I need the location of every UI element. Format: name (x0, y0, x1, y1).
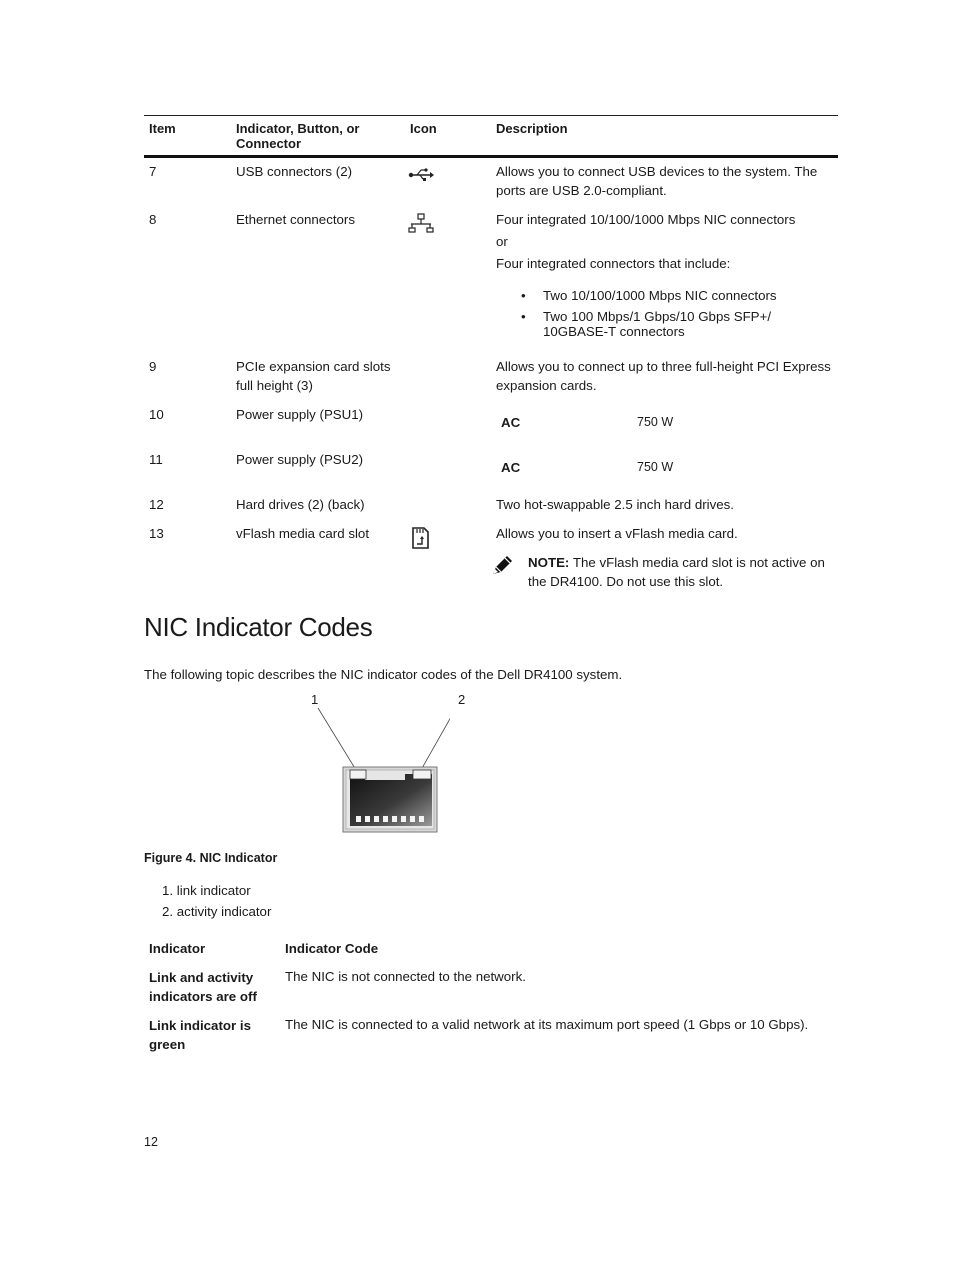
row-name-9: PCIe expansion card slots full height (3) (236, 359, 391, 393)
row-item-12: 12 (149, 497, 164, 512)
table-header-rule (144, 155, 838, 158)
row-desc-12: Two hot-swappable 2.5 inch hard drives. (496, 497, 734, 512)
note-label: NOTE: (528, 555, 570, 570)
col-header-item: Item (149, 121, 176, 136)
callout-2: 2 (458, 692, 466, 707)
list-item: 1. link indicator (162, 883, 251, 898)
row-desc-9: Allows you to connect up to three full-height PCI Express expansion cards. (496, 359, 831, 393)
col-header-description: Description (496, 121, 568, 136)
col-header-indicator-code: Indicator Code (285, 941, 379, 956)
callout-1: 1 (311, 692, 319, 707)
indicator-code-2: The NIC is connected to a valid network at its maximum port speed (1 Gbps or 10 Gbps). (285, 1017, 809, 1032)
indicator-name-1: Link and activity indicators are off (149, 970, 257, 1004)
row-name-10: Power supply (PSU1) (236, 407, 364, 422)
page-number: 12 (144, 1135, 158, 1149)
row-name-11: Power supply (PSU2) (236, 452, 364, 467)
note-body: The vFlash media card slot is not active on the DR4100. Do not use this slot. (528, 555, 825, 589)
col-header-indicator-2: Indicator (149, 941, 206, 956)
note-text (528, 553, 838, 591)
activity-led-icon (413, 770, 431, 779)
row-item-9: 9 (149, 359, 157, 374)
list-item: 2. activity indicator (162, 904, 272, 919)
row-item-7: 7 (149, 164, 157, 179)
row-item-10: 10 (149, 407, 164, 422)
row-desc-7: Allows you to connect USB devices to the system. The ports are USB 2.0-compliant. (496, 164, 818, 198)
row-desc-13: Allows you to insert a vFlash media card. (496, 526, 738, 541)
sd-card-icon (411, 527, 429, 552)
indicator-name-2: Link indicator is green (149, 1018, 251, 1052)
note-pencil-icon (492, 555, 514, 578)
col-header-icon: Icon (410, 121, 437, 136)
row-desc-8-line1: Four integrated 10/100/1000 Mbps NIC connectors (496, 212, 796, 227)
table-top-rule (144, 115, 838, 116)
indicator-code-1: The NIC is not connected to the network. (285, 969, 526, 984)
section-title: NIC Indicator Codes (144, 612, 373, 642)
row-desc-8-or: or (496, 234, 508, 249)
link-led-icon (350, 770, 366, 779)
network-icon (408, 213, 434, 236)
row-item-11: 11 (149, 452, 163, 467)
row-item-8: 8 (149, 212, 157, 227)
col-header-indicator: Indicator, Button, or Connector (236, 121, 360, 151)
psu1-watts: 750 W (637, 415, 674, 429)
row-item-13: 13 (149, 526, 164, 541)
figure-caption: Figure 4. NIC Indicator (144, 851, 278, 865)
row-name-12: Hard drives (2) (back) (236, 497, 365, 512)
row-name-7: USB connectors (2) (236, 164, 353, 179)
row-name-13: vFlash media card slot (236, 526, 370, 541)
psu1-type: AC (501, 415, 521, 430)
psu2-watts: 750 W (637, 460, 674, 474)
row-name-8: Ethernet connectors (236, 212, 356, 227)
section-intro: The following topic describes the NIC indicator codes of the Dell DR4100 system. (144, 667, 623, 682)
usb-icon (408, 166, 434, 185)
nic-figure (310, 692, 450, 840)
psu2-type: AC (501, 460, 521, 475)
list-item: • Two 10/100/1000 Mbps NIC connectors (521, 288, 777, 303)
row-desc-8-line2: Four integrated connectors that include: (496, 256, 731, 271)
list-item: • Two 100 Mbps/1 Gbps/10 Gbps SFP+/ 10GBASE-T connectors (521, 309, 772, 339)
